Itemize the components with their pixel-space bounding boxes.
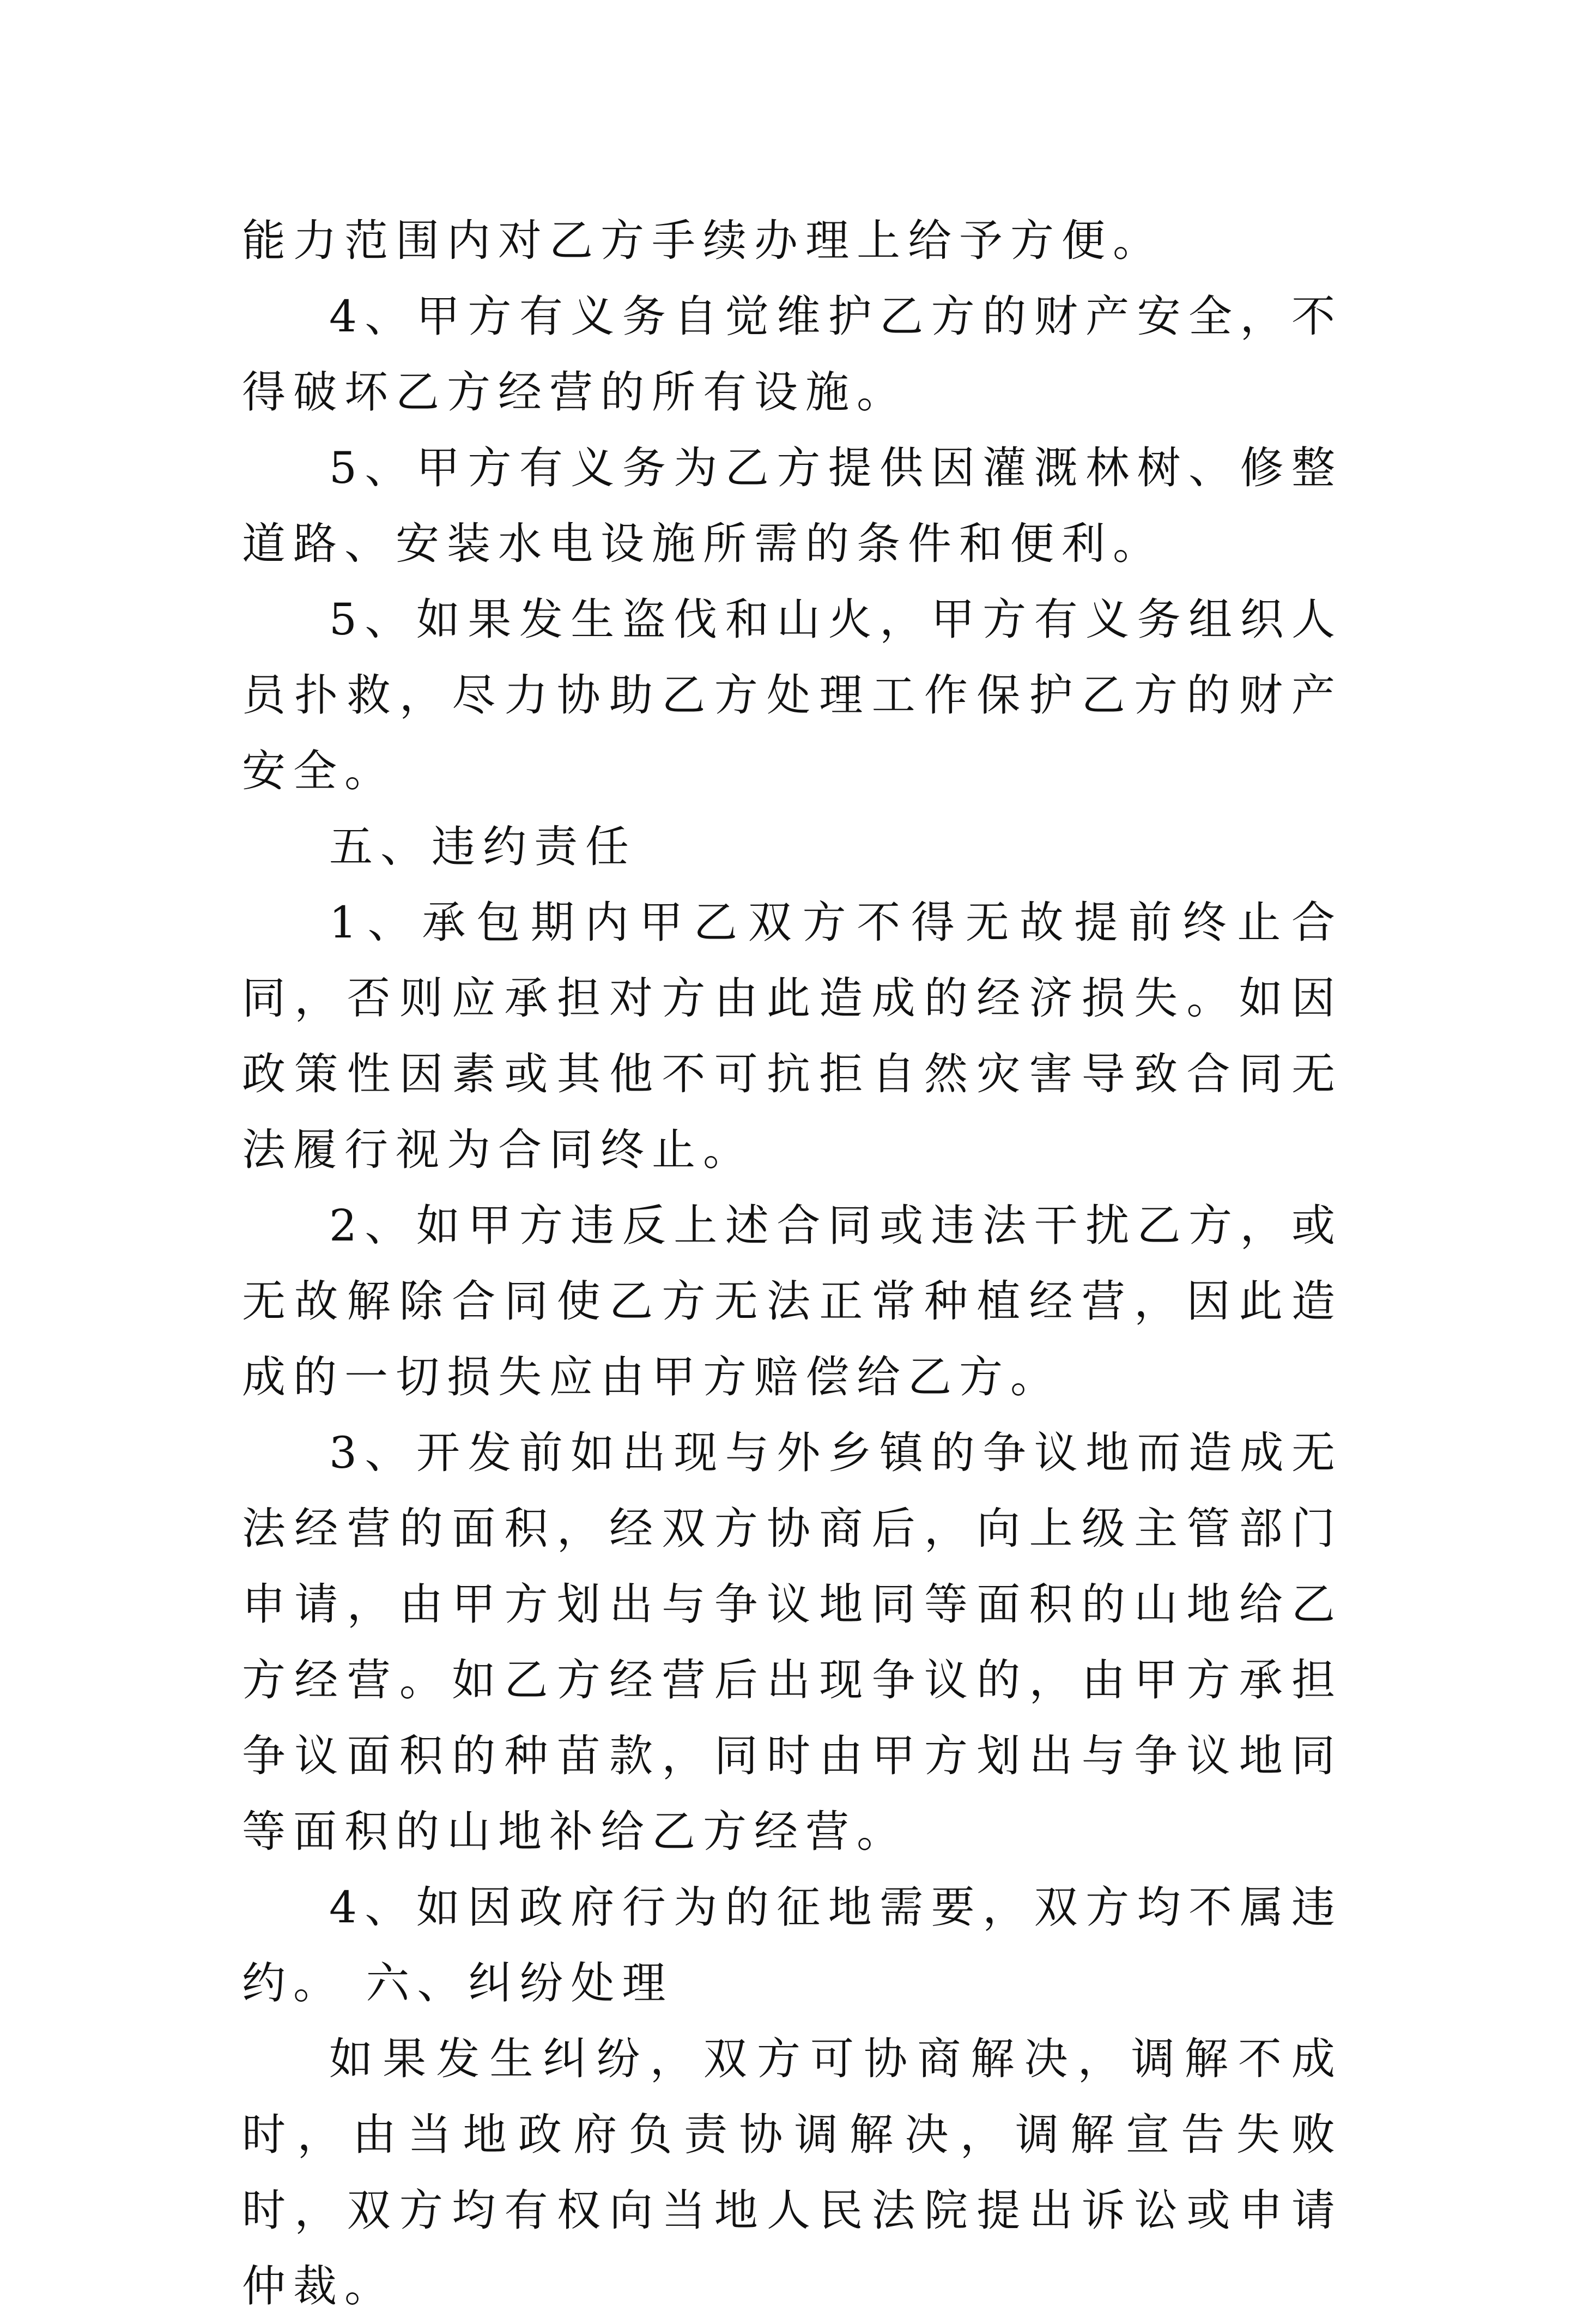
paragraph-breach-clause-2: 2、如甲方违反上述合同或违法干扰乙方，或无故解除合同使乙方无法正常种植经营，因此造成的一切损失应由甲方赔偿给乙方。 <box>242 1200 1343 1402</box>
document-body <box>242 203 1343 2324</box>
paragraph-clause-5-facilities: 5、甲方有义务为乙方提供因灌溉林树、修整道路、安装水电设施所需的条件和便利。 <box>242 443 1343 569</box>
paragraph-breach-clause-4-and-dispute-heading: 4、如因政府行为的征地需要，双方均不属违约。 六、纠纷处理 <box>242 1882 1343 2008</box>
paragraph-continuation: 能力范围内对乙方手续办理上给予方便。 <box>242 215 1164 266</box>
paragraph-clause-5-fire-theft: 5、如果发生盗伐和山火，甲方有义务组织人员扑救，尽力协助乙方处理工作保护乙方的财产安全。 <box>242 594 1343 796</box>
section-heading-breach-liability: 五、违约责任 <box>329 821 636 872</box>
paragraph-clause-4-property-safety: 4、甲方有义务自觉维护乙方的财产安全，不得破坏乙方经营的所有设施。 <box>242 291 1343 417</box>
paragraph-dispute-resolution: 如果发生纠纷，双方可协商解决，调解不成时，由当地政府负责协调解决，调解宣告失败时，双方均有权向当地人民法院提出诉讼或申请仲裁。 <box>242 2034 1343 2311</box>
paragraph-breach-clause-3: 3、开发前如出现与外乡镇的争议地而造成无法经营的面积，经双方协商后，向上级主管部门申请，由甲方划出与争议地同等面积的山地给乙方经营。如乙方经营后出现争议的，由甲方承担争议面积的种苗款，同时由甲方划出与争议地同等面积的山地补给乙方经营。 <box>242 1427 1343 1857</box>
paragraph-breach-clause-1: 1、承包期内甲乙双方不得无故提前终止合同，否则应承担对方由此造成的经济损失。如因政策性因素或其他不可抗拒自然灾害导致合同无法履行视为合同终止。 <box>242 897 1343 1175</box>
